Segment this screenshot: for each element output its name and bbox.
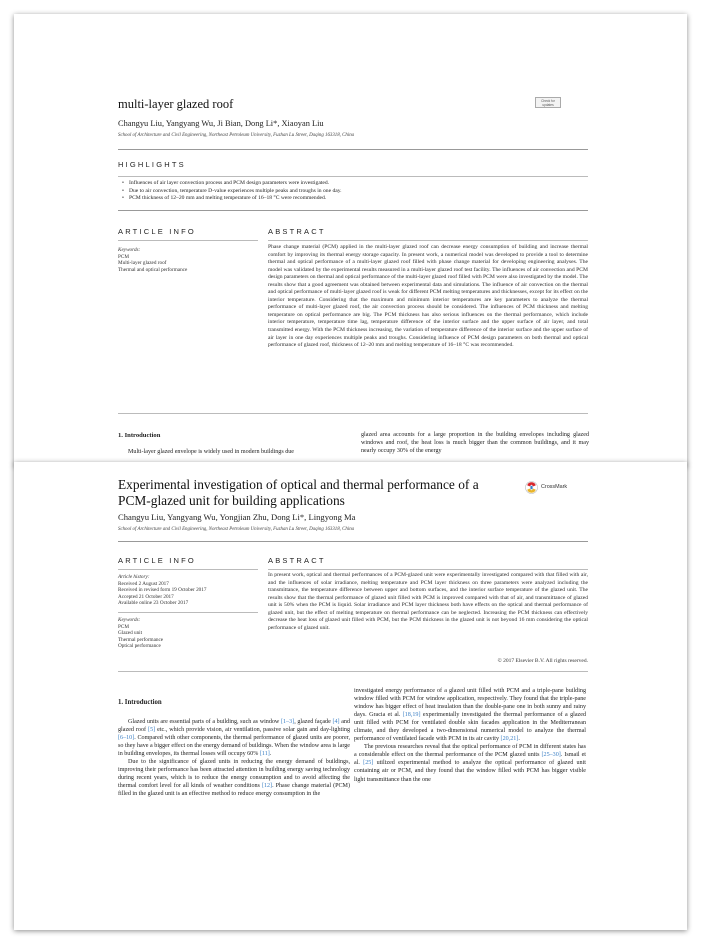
back-paper-page [14,14,687,466]
citation-link[interactable]: [25–30] [541,752,561,759]
highlight-item: • Influences of air layer convection process and PCM design parameters were investigated. [122,180,342,188]
intro-left-column [118,718,350,798]
front-intro-heading: 1. Introduction [118,699,162,706]
back-abstract-text: Phase change material (PCM) applied in the multi-layer glazed roof can decrease energy consumption of building and increase thermal comfort by improving its thermal energy storage capacity. In present work, a numerical model was developed to provide a tool to determine thermal and optical performance of a multi-layer glazed roof filled with phase change material for developing engineering analyses. The model was validated by the experimental results measured in a multi-layer glazed roof test facility. The influences of air convection and PCM design parameters on thermal and optical performance of the multi-layer glazed roof filled with PCM were also investigated by the model. The results show that a good agreement was obtained between experimental data and simulations. The influence of air convection on the thermal and optical performance of multi-layer glazed roof is weak for different PCM melting temperatures and thicknesses, except for its effect on the interior temperature. Considering that the maximum and minimum interior temperatures are key parameters to analyze the thermal performance of multi-layer glazed roof, the air convection process should be considered. The influences of PCM thickness and melting temperature on optical performance are big. The PCM thickness has also serious influences on the thermal performance, which include interior temperature, temperature time lag, temperature difference of the interior surface and the upper surface of air layer, and total transmitted energy. With the PCM thickness increasing, the variation of temperature difference of the interior surface and the upper surface of air layer in one day experiences multiple peaks and troughs. Considering influence of PCM design parameters on both thermal and optical performance of glazed roof, thickness of 12–20 mm and melting temperature of 16–18 °C was recommended. [268,244,588,349]
text-run: investigated energy performance of a glazed unit filled with PCM and a triple-pane building window filled with PCM for window application, respectively. They found that the triple-pane window has bigger effect of heat insulation than the double-pane one in both sunny and rainy days. Gracia et al. [354,688,586,719]
highlights-end-rule [118,210,588,211]
article-history [118,574,206,607]
front-keyword: PCM [118,623,129,630]
highlights-heading: HIGHLIGHTS [118,160,186,169]
back-divider [118,149,588,150]
history-label: Article history: [118,574,150,580]
front-authors: Changyu Liu, Yangyang Wu, Yongjian Zhu, Dong Li*, Lingyong Ma [118,512,356,522]
history-rule [118,612,258,613]
text-run: . Ismail et al. [354,752,586,767]
back-intro-right: glazed area accounts for a large proportion in the building envelopes including glazed windows and roof, the heat loss is much bigger than the common buildings, and it may nearly occupy 30% of the energy [361,432,589,455]
text-run: , glazed façade [294,719,333,725]
front-article-info-rule [118,569,258,570]
intro-paragraph [118,758,350,798]
back-abstract-heading: ABSTRACT [268,227,326,236]
citation-link[interactable]: [4] [332,719,340,725]
back-intro-heading: 1. Introduction [118,432,161,439]
check-for-updates-badge[interactable] [535,97,561,108]
front-keywords-label: Keywords: [118,617,141,623]
history-item: Available online 23 October 2017 [118,600,189,607]
text-run: Glazed units are essential parts of a building, such as window [128,719,281,725]
back-keyword: PCM [118,253,129,260]
back-keyword: Thermal and optical performance [118,266,188,273]
citation-link[interactable]: [25] [363,760,374,767]
back-abstract-rule [268,240,588,241]
text-run: . Compared with other components, the thermal performance of glazed units are poorer, so they have a bigger effect on the energy demand of buildings. When the window area is large in building envelopes, its thermal losses will occupy 60% [118,735,350,758]
citation-link[interactable]: [11] [259,751,270,758]
text-run: . Phase change material (PCM) filled in the glazed unit is an effective method to reduce energy consumption in the [118,783,350,798]
front-keyword: Optical performance [118,643,161,650]
copyright-line: © 2017 Elsevier B.V. All rights reserved. [497,658,588,664]
back-paper-title: multi-layer glazed roof [118,97,234,111]
text-run: experimentally investigated the thermal performance of a glazed unit filled with PCM for ventilated double skin facades application in the Mediterranean climate, and they developed a two-dimensional numerical model to analyze the thermal performance of ventilated facade with PCM in its air cavity [354,712,586,743]
front-title-line: PCM-glazed unit for building applications [118,493,345,508]
crossmark-icon [525,481,538,494]
highlights-list [122,180,342,203]
highlight-item: • Due to air convection, temperature D-value experiences multiple peaks and troughs in one day. [122,188,342,196]
front-abstract-heading: ABSTRACT [268,556,326,565]
intro-right-column [354,687,586,784]
history-item: Received 2 August 2017 [118,580,169,587]
front-keyword: Thermal performance [118,636,164,643]
citation-link[interactable]: [6–10] [118,735,135,742]
front-keyword: Glazed unit [118,630,143,637]
text-run: etc., which provide vision, air ventilation, passive solar gain and day-lighting [155,727,350,734]
intro-paragraph [354,743,586,783]
front-divider [118,541,588,542]
back-article-info-heading: ARTICLE INFO [118,227,196,236]
intro-paragraph [354,687,586,743]
citation-link[interactable]: [18,19] [402,712,421,719]
front-abstract-rule [268,569,588,570]
front-affiliation: School of Architecture and Civil Engineering, Northeast Petroleum University, Fuzhan Lu Street, Daqing 163318, China [118,527,355,532]
front-article-info-heading: ARTICLE INFO [118,556,196,565]
crossmark-label: CrossMark [541,484,568,490]
check-for-updates-label: Check for updates [541,99,555,107]
text-run: The previous researches reveal that the optical performance of PCM in different states has a considerable effect on the thermal performance of the PCM glazed units [354,744,586,759]
text-run: Due to the significance of glazed units in reducing the energy demand of buildings, improving their performance has been attracted attention in building energy saving technology during recent years, which is to reduce the energy consumption and to avoid affecting the thermal comfort level for all kinds of weather conditions [118,759,350,790]
back-abstract-end-rule [118,413,588,414]
crossmark-badge[interactable] [525,480,581,494]
back-intro-left: Multi-layer glazed envelope is widely used in modern buildings due [128,449,295,455]
back-keyword: Multi-layer glazed roof [118,260,167,267]
citation-link[interactable]: [5] [148,727,156,734]
citation-link[interactable]: [12] [261,783,273,790]
history-item: Received in revised form 19 October 2017 [118,587,207,594]
back-authors: Changyu Liu, Yangyang Wu, Ji Bian, Dong Li*, Xiaoyan Liu [118,119,324,128]
text-run: . [518,736,520,743]
back-keywords-label: Keywords: [118,247,141,253]
front-keywords [118,617,163,650]
front-paper-page [14,462,687,930]
highlight-item: • PCM thickness of 12–20 mm and melting temperature of 16–18 °C were recommended. [122,195,342,203]
back-affiliation: School of Architecture and Civil Engineering, Northeast Petroleum University, Fuzhan Lu Street, Daqing 163318, China [118,133,355,138]
citation-link[interactable]: [20,21] [500,736,519,743]
intro-paragraph [118,718,350,758]
front-title [118,477,479,509]
text-run: and glazed roof [118,719,351,734]
citation-link[interactable]: [1–3] [280,719,295,725]
front-abstract-end-rule [118,671,588,672]
text-run: . [269,751,272,758]
front-title-line: Experimental investigation of optical and thermal performance of a [118,477,479,492]
highlights-rule [118,176,588,177]
back-article-info-rule [118,240,258,241]
text-run: utilized experimental method to analyze the optical performance of glazed unit containing air or PCM, and they found that the window filled with PCM has bigger visible light transmittance than the one [354,760,586,783]
back-keywords [118,247,187,273]
history-item: Accepted 21 October 2017 [118,593,174,600]
front-abstract-text: In present work, optical and thermal performances of a PCM-glazed unit were experimentally investigated compared with that filled with air, and the influences of solar irradiance, melting temperature and PCM layer thickness on three parameters were analyzed including the transmittance, the temperature difference between upper and bottom surfaces, and the interior surface temperature of the glazed unit. The results show that the thermal performance of glazed unit filled with PCM is improved compared with that of air, and transmittance of glazed unit is 50% when the PCM is liquid. Solar irradiance and PCM layer thickness both have effects on the optical and thermal performance of glazed unit, but the effect of melting temperature on thermal performance can be neglected. Increasing the PCM thickness can effectively decrease the heat loss of glazed unit filled with PCM, but the PCM thickness in the glazed unit is not beyond 16 mm considering the optical performance of glazed unit. [268,572,588,631]
